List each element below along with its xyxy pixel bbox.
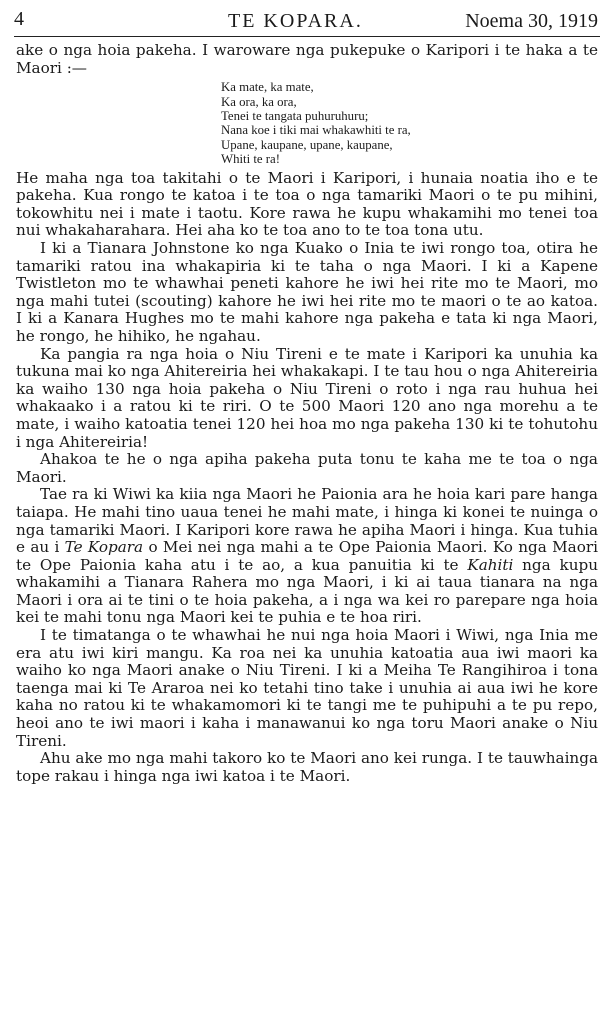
paragraph-ahakoa: Ahakoa te he o nga apiha pakeha puta tonu te kaha me te toa o nga Maori. (16, 450, 598, 486)
haka-line: Whiti te ra! (221, 152, 280, 167)
paionia-text-1: Tae ra ki Wiwi ka kiia nga Maori he Paionia ara he hoia kari pare hanga taiapa. He mahi tino uaua tenei he mahi mate, i hinga ki konei te nuinga o nga tamariki Maori. I Karipori kore rawa he apiha Maori i hinga. Kua tuhia e au i (16, 485, 598, 557)
running-header (14, 8, 600, 38)
paionia-text-3: nga kupu whakamihi a Tianara Rahera mo nga Maori, i ki ai taua tianara na nga Maori i ora ai te tini o te hoia pakeha, a i nga wa kei ro parepare nga hoia kei te mahi tonu nga Maori kei te puhia e te hoa riri. (16, 555, 598, 627)
paragraph-timatanga: I te timatanga o te whawhai he nui nga hoia Maori i Wiwi, nga Inia me era atu iwi kiri mangu. Ka roa nei ka unuhia katoatia aua iwi maori ka waiho ko nga Maori anake o Niu Tireni. I ki a Meiha Te Rangihiroa i tona taenga mai ki Te Araroa nei ko tetahi tino take i unuhia ai aua iwi he kore kaha no ratou ki te whakamomori ki te tangi me te puhipuhi a te pu repo, heoi ano te iwi maori i kaha i manawanui ko nga toru Maori anake o Niu Tireni. (16, 626, 598, 750)
haka-line: Tenei te tangata puhuruhuru; (221, 109, 369, 123)
te-kopara-italic: Te Kopara (64, 538, 144, 557)
haka-line: Ka ora, ka ora, (221, 94, 297, 109)
haka-line: Upane, kaupane, upane, kaupane, (221, 137, 393, 152)
page-number: 4 (14, 8, 24, 30)
paionia-text-2: o Mei nei nga mahi a te Ope Paionia Maori. Ko nga Maori te Ope Paionia kaha atu i te ao, a kua panuitia ki te (16, 538, 598, 574)
paragraph-toa-takitahi: He maha nga toa takitahi o te Maori i Karipori, i hunaia noatia iho e te pakeha. Kua rongo te katoa i te toa o nga tamariki Maori o te pu mihini, tokowhitu nei i mate i taotu. Kore rawa he kupu whakamihi mo tenei toa nui whakaharahara. Hei aha ko te toa ano to te toa tona utu. (16, 168, 598, 240)
kahiti-italic: Kahiti (467, 555, 514, 574)
header-rule (14, 36, 600, 37)
paragraph-ahitereiria: Ka pangia ra nga hoia o Niu Tireni e te mate i Karipori ka unuhia ka tukuna mai ko nga Ahitereiria hei whakakapi. I te tau hou o nga Ahitereiria ka waiho 130 nga hoia pakeha o Niu Tireni o roto i nga rau huhua hei whakaako i a ratou ki te riri. O te 500 Maori 120 ano nga morehu a te mate, i waiho katoatia tenei 120 hei hoa mo nga pakeha 130 ki te tohutohu i nga Ahitereiria! (16, 344, 598, 451)
haka-verse (221, 80, 598, 166)
paragraph-tianara-johnstone: I ki a Tianara Johnstone ko nga Kuako o Inia te iwi rongo toa, otira he tamariki ratou ina whakapiria ki te taha o nga Maori. I ki a Kapene Twistleton mo te whawhai peneti kahore he iwi hei rite mo te Maori, mo nga mahi tutei (scouting) kahore he iwi hei rite mo te maori o te ao katoa. I ki a Kanara Hughes mo te mahi kahore nga pakeha e tata ki nga Maori, he rongo, he hihiko, he ngahau. (16, 239, 598, 345)
paragraph-mahi-takoro: Ahu ake mo nga mahi takoro ko te Maori ano kei runga. I te tauwhainga tope rakau i hinga nga iwi katoa i te Maori. (16, 749, 598, 785)
haka-line: Nana koe i tiki mai whakawhiti te ra, (221, 123, 411, 138)
publication-title: TE KOPARA. (228, 10, 363, 32)
issue-date: Noema 30, 1919 (465, 10, 598, 32)
article-body (16, 42, 598, 785)
intro-paragraph: ake o nga hoia pakeha. I waroware nga pukepuke o Karipori i te haka a te Maori :— (16, 41, 598, 77)
paragraph-paionia (16, 486, 598, 627)
haka-line: Ka mate, ka mate, (221, 80, 314, 95)
